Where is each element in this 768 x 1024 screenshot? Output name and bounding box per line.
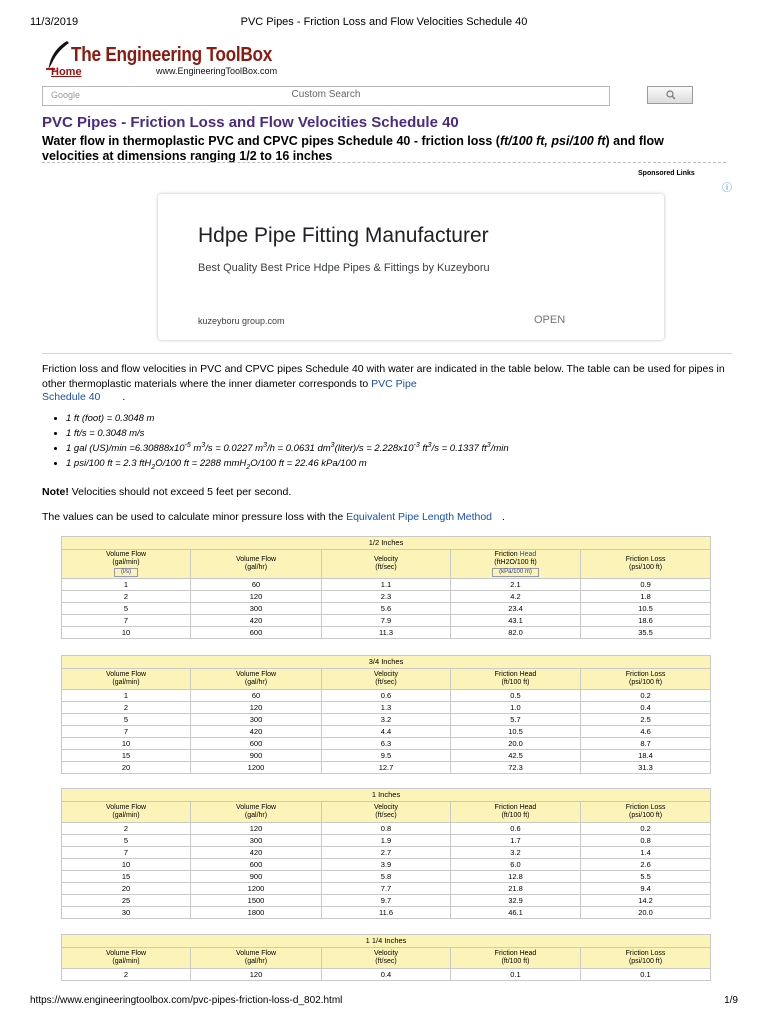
note-line: Note! Velocities should not exceed 5 feet per second. — [42, 486, 292, 498]
search-button[interactable] — [647, 86, 693, 104]
table-cell: 2.6 — [581, 859, 711, 871]
table-cell: 5 — [62, 835, 191, 847]
table-cell: 1.9 — [322, 835, 451, 847]
table-row — [62, 847, 711, 859]
table-cell: 0.1 — [451, 969, 581, 981]
table-cell: 7 — [62, 615, 191, 627]
table-cell: 1.0 — [451, 702, 581, 714]
table-cell: 1.3 — [322, 702, 451, 714]
home-link[interactable]: Home — [51, 66, 82, 78]
table-cell: 4.4 — [322, 726, 451, 738]
table-cell: 900 — [191, 750, 322, 762]
table-cell: 120 — [191, 969, 322, 981]
table-cell: 300 — [191, 714, 322, 726]
table-cell: 11.6 — [322, 907, 451, 919]
table-row — [62, 726, 711, 738]
table-cell: 0.5 — [451, 690, 581, 702]
table-cell: 1.7 — [451, 835, 581, 847]
table-cell: 2.3 — [322, 591, 451, 603]
table-cell: 18.6 — [581, 615, 711, 627]
table-cell: 2.7 — [322, 847, 451, 859]
table-row — [62, 907, 711, 919]
table-cell: 25 — [62, 895, 191, 907]
table-cell: 10.5 — [451, 726, 581, 738]
table-row — [62, 603, 711, 615]
table-cell: 7.9 — [322, 615, 451, 627]
table-row — [62, 823, 711, 835]
table-cell: 5 — [62, 714, 191, 726]
table-row — [62, 871, 711, 883]
unit-conversion-list — [52, 412, 509, 472]
table-cell: 300 — [191, 603, 322, 615]
table-cell: 0.1 — [581, 969, 711, 981]
table-cell: 6.3 — [322, 738, 451, 750]
table-cell: 7.7 — [322, 883, 451, 895]
table-cell: 32.9 — [451, 895, 581, 907]
table-cell: 5 — [62, 603, 191, 615]
ad-headline[interactable]: Hdpe Pipe Fitting Manufacturer — [198, 224, 489, 247]
table-cell: 12.8 — [451, 871, 581, 883]
table-cell: 20.0 — [451, 738, 581, 750]
table-cell: 120 — [191, 823, 322, 835]
table-row — [62, 690, 711, 702]
table-cell: 0.6 — [322, 690, 451, 702]
table-cell: 600 — [191, 859, 322, 871]
search-placeholder: Custom Search — [291, 89, 361, 100]
table-half-inch: 1/2 Inches Volume Flow (gal/min) (l/s) Volume Flow (gal/hr) Velocity (ft/sec) Friction Head (ftH2O/100 ft) (kPa/100 m) Friction Loss (psi/100 ft) 1 60 1.1 2.1 0.9 2 120 2.3 4.2 1.8 5 300 5.6 23.4 10.5 7 420 7.9 43.1 18.6 10 600 11.3 82.0 35.5 — [61, 536, 711, 639]
site-url: www.EngineeringToolBox.com — [156, 66, 278, 76]
pvc-pipe-link[interactable]: PVC Pipe — [371, 378, 417, 390]
table-cell: 2.5 — [581, 714, 711, 726]
sponsored-label: Sponsored Links — [638, 170, 695, 177]
table-caption: 1 Inches — [62, 789, 711, 802]
table-cell: 0.4 — [322, 969, 451, 981]
table-cell: 120 — [191, 702, 322, 714]
table-row — [62, 883, 711, 895]
table-cell: 10 — [62, 859, 191, 871]
divider — [42, 353, 732, 354]
table-cell: 20 — [62, 883, 191, 895]
table-cell: 1200 — [191, 762, 322, 774]
table-row — [62, 859, 711, 871]
note-label: Note! — [42, 486, 69, 498]
table-cell: 60 — [191, 690, 322, 702]
table-cell: 18.4 — [581, 750, 711, 762]
table-cell: 31.3 — [581, 762, 711, 774]
table-cell: 0.9 — [581, 579, 711, 591]
table-row — [62, 579, 711, 591]
table-cell: 3.2 — [322, 714, 451, 726]
table-cell: 1 — [62, 579, 191, 591]
table-cell: 420 — [191, 615, 322, 627]
table-cell: 8.7 — [581, 738, 711, 750]
table-cell: 35.5 — [581, 627, 711, 639]
table-cell: 900 — [191, 871, 322, 883]
values-paragraph: The values can be used to calculate minor pressure loss with the Equivalent Pipe Length Method . — [42, 511, 505, 523]
table-cell: 5.5 — [581, 871, 711, 883]
table-cell: 0.8 — [581, 835, 711, 847]
table-row — [62, 702, 711, 714]
table-row — [62, 835, 711, 847]
table-row — [62, 750, 711, 762]
table-row — [62, 615, 711, 627]
table-cell: 0.4 — [581, 702, 711, 714]
head-link[interactable]: Head — [519, 551, 537, 558]
print-title: PVC Pipes - Friction Loss and Flow Velocities Schedule 40 — [240, 16, 528, 28]
page-subtitle: Water flow in thermoplastic PVC and CPVC pipes Schedule 40 - friction loss (ft/100 ft, psi/100 ft) and flow velocities at dimensions ranging 1/2 to 16 inches — [42, 134, 664, 163]
table-three-quarter-inch: 3/4 Inches Volume Flow (gal/min) Volume Flow (gal/hr) Velocity (ft/sec) Friction Head (ft/100 ft) Friction Loss (psi/100 ft) 1 60 0.6 0.5 0.2 2 120 1.3 1.0 0.4 5 300 3.2 5.7 2.5 7 420 4.4 10.5 4.6 10 600 6.3 20.0 8.7 15 900 9.5 42.5 18.4 20 1200 12.7 72.3 31.3 — [61, 655, 711, 774]
table-cell: 300 — [191, 835, 322, 847]
site-logo[interactable] — [44, 40, 304, 84]
conversion-ft: • 1 ft (foot) = 0.3048 m — [66, 412, 509, 426]
ad-card[interactable] — [158, 194, 664, 340]
table-cell: 2 — [62, 591, 191, 603]
table-row — [62, 969, 711, 981]
table-cell: 2 — [62, 969, 191, 981]
table-cell: 2 — [62, 823, 191, 835]
print-date: 11/3/2019 — [30, 16, 79, 28]
table-row — [62, 895, 711, 907]
table-cell: 2 — [62, 702, 191, 714]
table-cell: 7 — [62, 726, 191, 738]
table-cell: 0.2 — [581, 823, 711, 835]
table-cell: 0.2 — [581, 690, 711, 702]
table-cell: 5.6 — [322, 603, 451, 615]
brand-name: The Engineering ToolBox — [71, 44, 273, 66]
table-cell: 42.5 — [451, 750, 581, 762]
table-cell: 0.8 — [322, 823, 451, 835]
table-cell: 1.4 — [581, 847, 711, 859]
table-cell: 600 — [191, 627, 322, 639]
table-cell: 82.0 — [451, 627, 581, 639]
table-cell: 4.2 — [451, 591, 581, 603]
table-cell: 9.7 — [322, 895, 451, 907]
table-cell: 3.9 — [322, 859, 451, 871]
table-cell: 600 — [191, 738, 322, 750]
table-cell: 12.7 — [322, 762, 451, 774]
table-cell: 23.4 — [451, 603, 581, 615]
table-cell: 9.5 — [322, 750, 451, 762]
table-cell: 14.2 — [581, 895, 711, 907]
table-cell: 4.6 — [581, 726, 711, 738]
dashed-divider — [42, 162, 726, 163]
search-input[interactable] — [42, 86, 610, 106]
table-cell: 1200 — [191, 883, 322, 895]
table-cell: 1800 — [191, 907, 322, 919]
table-cell: 9.4 — [581, 883, 711, 895]
table-row — [62, 627, 711, 639]
table-cell: 5.7 — [451, 714, 581, 726]
search-icon — [666, 90, 676, 100]
table-row — [62, 738, 711, 750]
table-cell: 5.8 — [322, 871, 451, 883]
conversion-gpm: • 1 gal $(US)/\min =6.30888x10^{-5}$ $m^3/s = 0.0227$ $m^3/h = 0.0631$ $dm^3(liter)/s = 2.228x10^{-3}$ $ft^3/s = 0.1337$ $ft^3/\min$ — [66, 442, 509, 456]
table-cell: 420 — [191, 847, 322, 859]
conversion-fts: • 1 ft/s = 0.3048 m/s — [66, 427, 509, 441]
ad-description: Best Quality Best Price Hdpe Pipes & Fittings by Kuzeyboru — [198, 262, 490, 274]
table-caption: 1/2 Inches — [62, 537, 711, 550]
table-caption: 1 1/4 Inches — [62, 935, 711, 948]
table-cell: 0.6 — [451, 823, 581, 835]
table-caption: 3/4 Inches — [62, 656, 711, 669]
table-cell: 30 — [62, 907, 191, 919]
table-cell: 120 — [191, 591, 322, 603]
table-cell: 3.2 — [451, 847, 581, 859]
page-title: PVC Pipes - Friction Loss and Flow Velocities Schedule 40 — [42, 114, 459, 131]
table-cell: 10 — [62, 627, 191, 639]
table-cell: 15 — [62, 750, 191, 762]
table-cell: 10.5 — [581, 603, 711, 615]
table-row — [62, 714, 711, 726]
unit-toggle-kpa[interactable]: (kPa/100 m) — [492, 568, 539, 577]
table-cell: 1.1 — [322, 579, 451, 591]
page-number: 1/9 — [724, 995, 738, 1006]
schedule-40-link[interactable]: Schedule 40 — [42, 391, 101, 403]
table-cell: 20 — [62, 762, 191, 774]
table-one-quarter-inch: 1 1/4 Inches Volume Flow (gal/min) Volume Flow (gal/hr) Velocity (ft/sec) Friction Head (ft/100 ft) Friction Loss (psi/100 ft) 2 120 0.4 0.1 0.1 — [61, 934, 711, 981]
equivalent-pipe-length-link[interactable]: Equivalent Pipe Length Method — [346, 511, 493, 523]
table-cell: 1.8 — [581, 591, 711, 603]
table-cell: 2.1 — [451, 579, 581, 591]
table-one-inch: 1 Inches Volume Flow (gal/min) Volume Flow (gal/hr) Velocity (ft/sec) Friction Head (ft/100 ft) Friction Loss (psi/100 ft) 2 120 0.8 0.6 0.2 5 300 1.9 1.7 0.8 7 420 2.7 3.2 1.4 10 600 3.9 6.0 2.6 15 900 5.8 12.8 5.5 20 1200 7.7 21.8 9.4 25 1500 9.7 32.9 14.2 30 1800 11.6 46.1 20.0 — [61, 788, 711, 919]
table-cell: 1500 — [191, 895, 322, 907]
table-cell: 7 — [62, 847, 191, 859]
table-row — [62, 762, 711, 774]
ad-url[interactable]: kuzeyboru group.com — [198, 316, 285, 326]
table-cell: 15 — [62, 871, 191, 883]
table-cell: 6.0 — [451, 859, 581, 871]
table-cell: 21.8 — [451, 883, 581, 895]
table-cell: 43.1 — [451, 615, 581, 627]
print-header — [0, 16, 768, 30]
unit-toggle-ls[interactable]: (l/s) — [114, 568, 138, 577]
ad-open-button[interactable]: OPEN — [534, 314, 566, 326]
table-cell: 420 — [191, 726, 322, 738]
conversion-psi: • 1 psi/100 ft = 2.3 ftH$_2$O/100 ft = 2288 mmH$_2$O/100 ft = 22.46 kPa/100 m — [66, 457, 509, 471]
table-cell: 11.3 — [322, 627, 451, 639]
table-cell: 46.1 — [451, 907, 581, 919]
table-cell: 20.0 — [581, 907, 711, 919]
table-cell: 72.3 — [451, 762, 581, 774]
table-row — [62, 591, 711, 603]
ad-info-icon[interactable]: ⓘ — [722, 183, 732, 194]
footer-url: https://www.engineeringtoolbox.com/pvc-pipes-friction-loss-d_802.html — [30, 995, 343, 1006]
google-label: Google — [51, 90, 81, 100]
intro-paragraph: Friction loss and flow velocities in PVC and CPVC pipes Schedule 40 with water are indicated in the table below. The table can be used for pipes in other thermoplastic materials where the inner diameter corresponds to PVC Pipe Schedule 40 . — [42, 363, 725, 403]
table-cell: 1 — [62, 690, 191, 702]
table-cell: 10 — [62, 738, 191, 750]
table-cell: 60 — [191, 579, 322, 591]
